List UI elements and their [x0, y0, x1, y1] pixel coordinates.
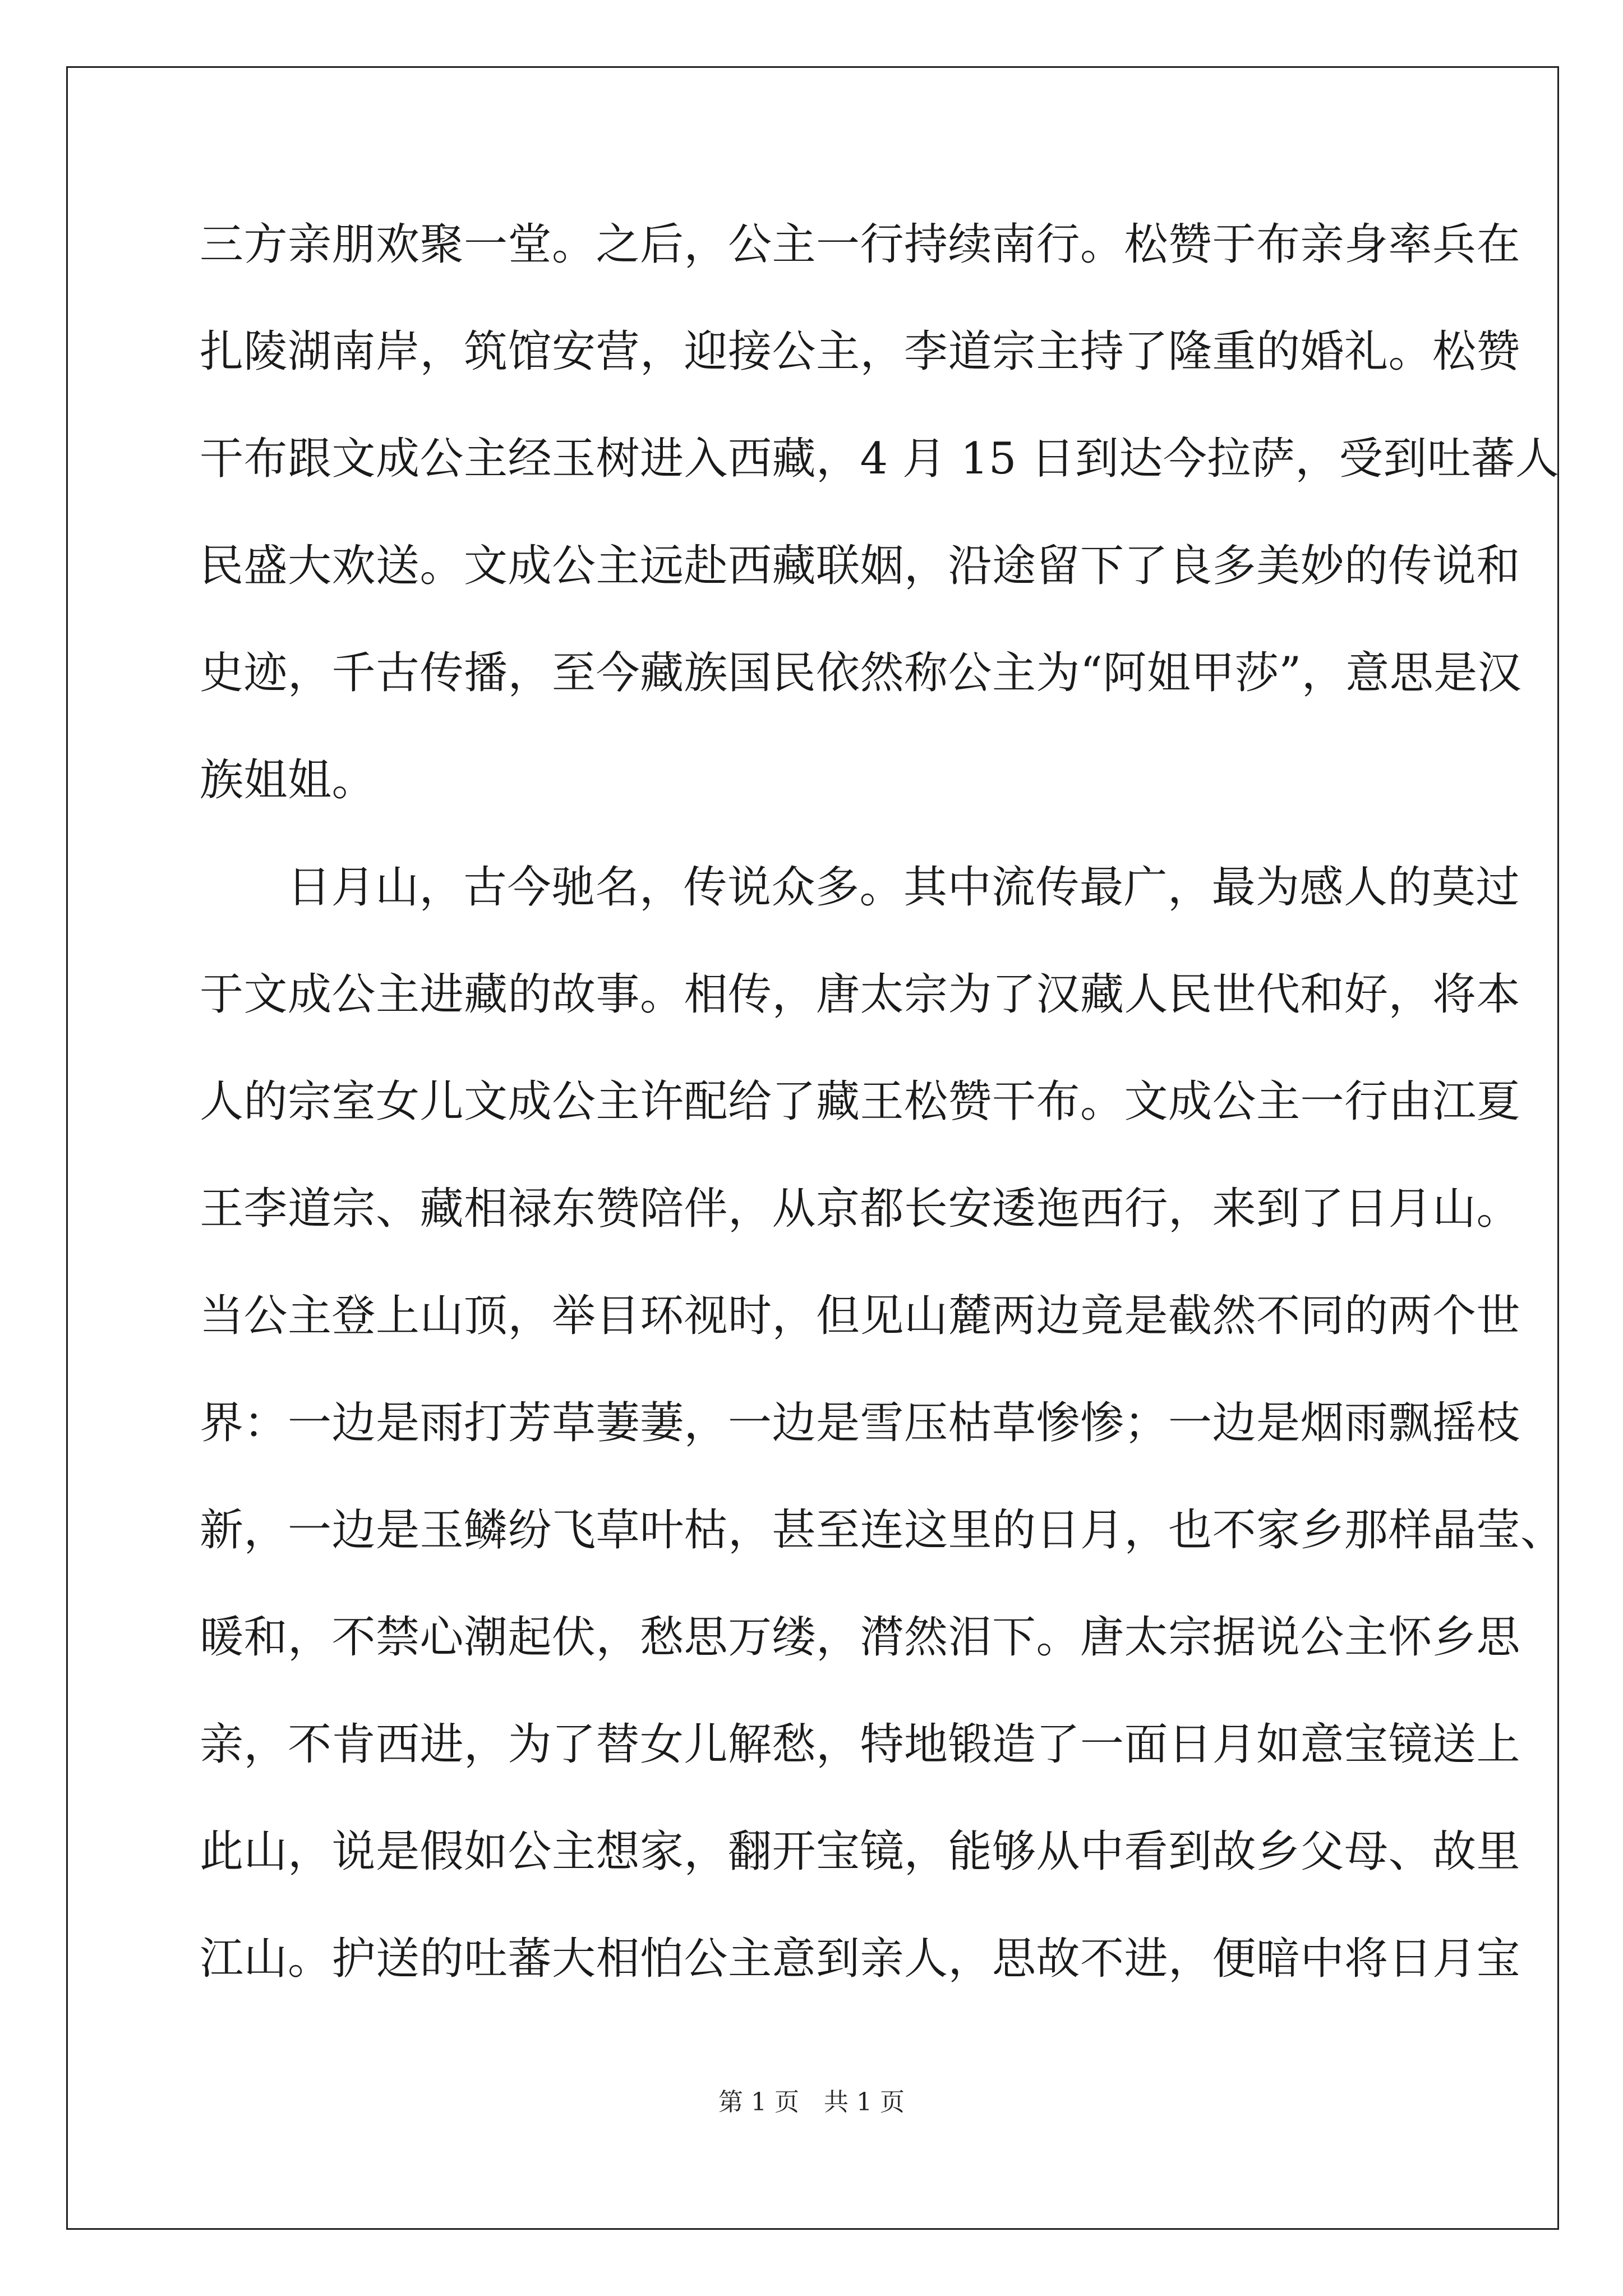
page-footer: 第 1 页 共 1 页: [718, 2088, 905, 2116]
text-line: 界：一边是雨打芳草萋萋，一边是雪压枯草惨惨；一边是烟雨飘摇枝: [200, 1398, 1521, 1448]
text-line: 新，一边是玉鳞纷飞草叶枯，甚至连这里的日月，也不家乡那样晶莹、: [200, 1505, 1565, 1556]
text-line: 此山，说是假如公主想家，翻开宝镜，能够从中看到故乡父母、故里: [200, 1826, 1521, 1877]
text-line: 民盛大欢送。文成公主远赴西藏联姻，沿途留下了良多美妙的传说和: [200, 541, 1521, 591]
text-line: 亲，不肯西进，为了替女儿解愁，特地锻造了一面日月如意宝镜送上: [200, 1719, 1521, 1770]
text-line: 干布跟文成公主经玉树进入西藏，4 月 15 日到达今拉萨，受到吐蕃人: [200, 434, 1560, 484]
text-line: 当公主登上山顶，举目环视时，但见山麓两边竟是截然不同的两个世: [200, 1291, 1521, 1341]
text-line: 暖和，不禁心潮起伏，愁思万缕，潸然泪下。唐太宗据说公主怀乡思: [200, 1612, 1521, 1663]
text-line: 江山。护送的吐蕃大相怕公主意到亲人，思故不进，便暗中将日月宝: [200, 1934, 1521, 1984]
text-line: 族姐姐。: [200, 755, 376, 806]
document-body: [200, 214, 1565, 2035]
text-line: 三方亲朋欢聚一堂。之后，公主一行持续南行。松赞于布亲身率兵在: [200, 219, 1521, 270]
text-line: 扎陵湖南岸，筑馆安营，迎接公主，李道宗主持了隆重的婚礼。松赞: [200, 326, 1521, 377]
text-line: 人的宗室女儿文成公主许配给了藏王松赞干布。文成公主一行由江夏: [200, 1076, 1521, 1127]
text-line: 史迹，千古传播，至今藏族国民依然称公主为“阿姐甲莎”，意思是汉: [200, 648, 1522, 698]
text-line: 于文成公主进藏的故事。相传，唐太宗为了汉藏人民世代和好，将本: [200, 969, 1521, 1020]
paragraph-first-line: 日月山，古今驰名，传说众多。其中流传最广，最为感人的莫过: [287, 862, 1520, 913]
text-line: 王李道宗、藏相禄东赞陪伴，从京都长安逶迤西行，来到了日月山。: [200, 1184, 1521, 1234]
